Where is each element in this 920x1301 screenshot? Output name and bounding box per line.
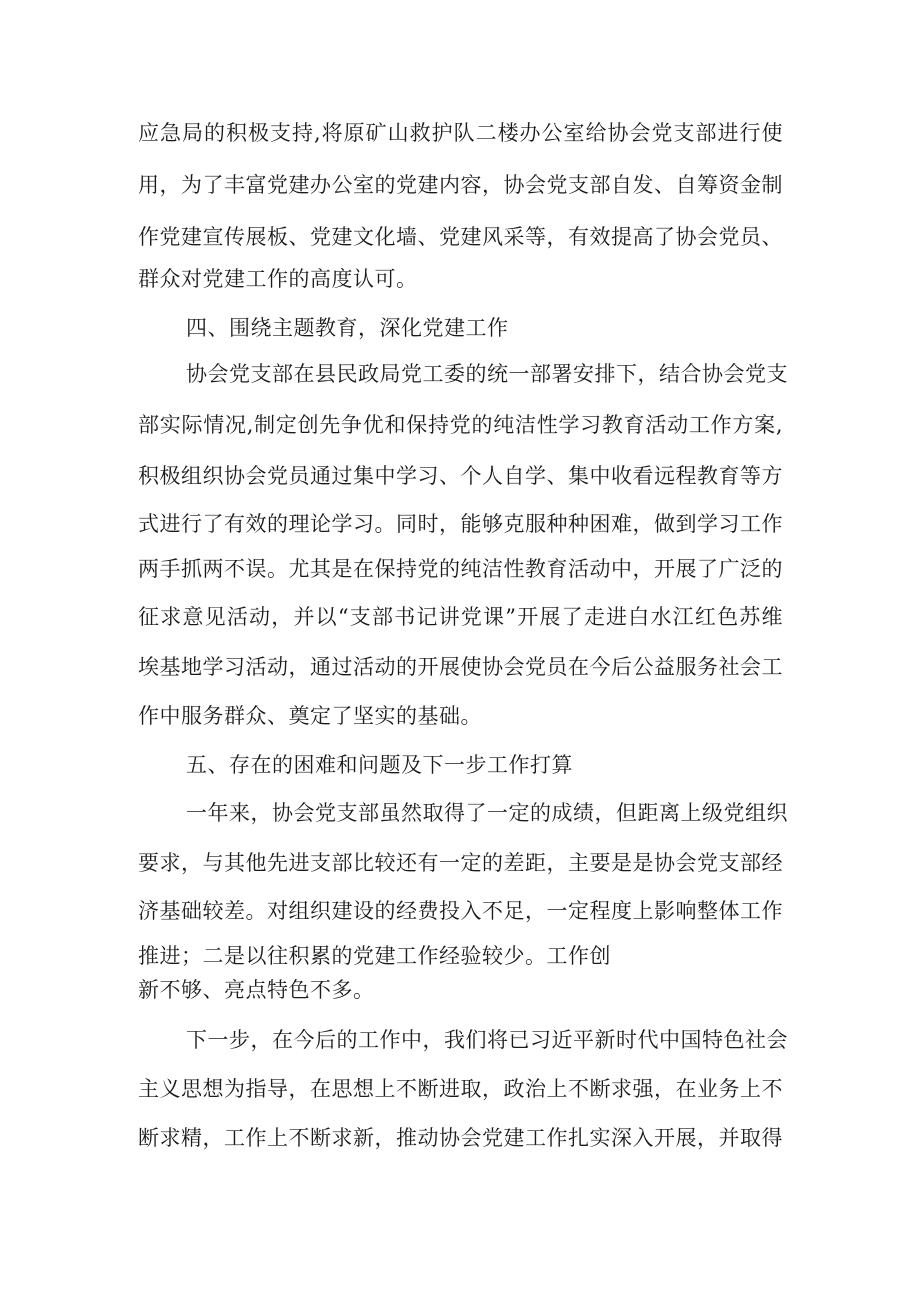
text-line: 下一步，在今后的工作中，我们将已习近平新时代中国特色社会 <box>186 1028 788 1052</box>
text-line: 济基础较差。对组织建设的经费投入不足，一定程度上影响整体工作 <box>138 899 783 923</box>
text-line: 积极组织协会党员通过集中学习、个人自学、集中收看远程教育等方 <box>138 464 783 488</box>
text-line: 征求意见活动，并以“支部书记讲党课”开展了走进白水江红色苏维 <box>138 605 783 629</box>
text-line: 主义思想为指导，在思想上不断进取，政治上不断求强，在业务上不 <box>138 1077 783 1101</box>
text-line: 两手抓两不误。尤其是在保持党的纯洁性教育活动中，开展了广泛的 <box>138 557 783 581</box>
text-line: 作党建宣传展板、党建文化墙、党建风采等，有效提高了协会党员、 <box>138 225 783 249</box>
text-line: 断求精，工作上不断求新，推动协会党建工作扎实深入开展，并取得 <box>138 1126 783 1150</box>
text-line: 推进；二是以往积累的党建工作经验较少。工作创 <box>138 944 611 968</box>
text-line: 部实际情况,制定创先争优和保持党的纯洁性学习教育活动工作方案, <box>138 413 783 437</box>
text-line: 协会党支部在县民政局党工委的统一部署安排下，结合协会党支 <box>186 362 788 386</box>
text-line: 群众对党建工作的高度认可。 <box>138 267 418 291</box>
text-line: 应急局的积极支持,将原矿山救护队二楼办公室给协会党支部进行使 <box>138 121 783 145</box>
text-line: 作中服务群众、奠定了坚实的基础。 <box>138 704 482 728</box>
text-line: 用，为了丰富党建办公室的党建内容，协会党支部自发、自筹资金制 <box>138 173 783 197</box>
text-line: 埃基地学习活动，通过活动的开展使协会党员在今后公益服务社会工 <box>138 655 783 679</box>
text-line: 新不够、亮点特色不多。 <box>138 978 375 1002</box>
text-line: 要求，与其他先进支部比较还有一定的差距，主要是是协会党支部经 <box>138 851 783 875</box>
text-line: 式进行了有效的理论学习。同时，能够克服种种困难，做到学习工作 <box>138 512 783 536</box>
text-line: 一年来，协会党支部虽然取得了一定的成绩，但距离上级党组织 <box>186 801 788 825</box>
section-heading: 四、围绕主题教育，深化党建工作 <box>186 316 509 340</box>
section-heading: 五、存在的困难和问题及下一步工作打算 <box>186 753 573 777</box>
